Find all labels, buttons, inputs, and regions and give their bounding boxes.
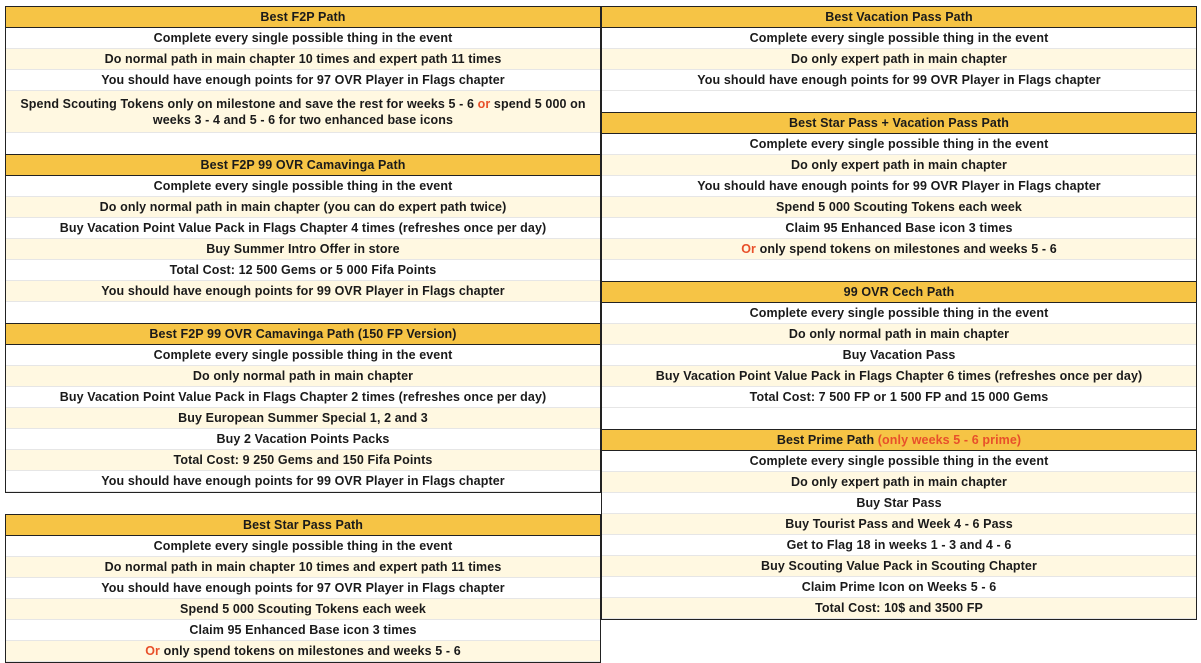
camavinga-150fp-path-title: Best F2P 99 OVR Camavinga Path (150 FP Version) (6, 324, 600, 345)
list-item: Complete every single possible thing in the event (602, 303, 1196, 324)
list-item: Buy European Summer Special 1, 2 and 3 (6, 408, 600, 429)
list-item: Complete every single possible thing in the event (602, 451, 1196, 472)
list-item: You should have enough points for 99 OVR Player in Flags chapter (602, 70, 1196, 91)
list-item: Get to Flag 18 in weeks 1 - 3 and 4 - 6 (602, 535, 1196, 556)
list-item-or: Or only spend tokens on milestones and weeks 5 - 6 (6, 641, 600, 662)
prime-weeks-note: (only weeks 5 - 6 prime) (877, 433, 1022, 447)
list-item: Claim 95 Enhanced Base icon 3 times (602, 218, 1196, 239)
list-item: You should have enough points for 99 OVR Player in Flags chapter (6, 471, 600, 492)
list-item: Claim 95 Enhanced Base icon 3 times (6, 620, 600, 641)
camavinga-path-title: Best F2P 99 OVR Camavinga Path (6, 155, 600, 176)
list-item: Total Cost: 7 500 FP or 1 500 FP and 15 000 Gems (602, 387, 1196, 408)
list-item: You should have enough points for 99 OVR Player in Flags chapter (602, 176, 1196, 197)
list-item: Buy Summer Intro Offer in store (6, 239, 600, 260)
list-item: Do only normal path in main chapter (6, 366, 600, 387)
spacer (601, 91, 1197, 112)
list-item: Complete every single possible thing in the event (6, 28, 600, 49)
list-item: Do only expert path in main chapter (602, 472, 1196, 493)
or-highlight: Or (741, 242, 757, 256)
star-vacation-pass-path-title: Best Star Pass + Vacation Pass Path (602, 113, 1196, 134)
list-item: Total Cost: 10$ and 3500 FP (602, 598, 1196, 619)
spacer (601, 408, 1197, 429)
f2p-path-title: Best F2P Path (6, 7, 600, 28)
list-item: Buy Tourist Pass and Week 4 - 6 Pass (602, 514, 1196, 535)
list-item: Total Cost: 9 250 Gems and 150 Fifa Points (6, 450, 600, 471)
spacer (601, 260, 1197, 281)
cech-path-table (601, 281, 1197, 408)
list-item: Do only normal path in main chapter (you can do expert path twice) (6, 197, 600, 218)
list-item: You should have enough points for 99 OVR Player in Flags chapter (6, 281, 600, 302)
star-pass-path-title: Best Star Pass Path (6, 515, 600, 536)
list-item: Do normal path in main chapter 10 times and expert path 11 times (6, 49, 600, 70)
list-item: You should have enough points for 97 OVR Player in Flags chapter (6, 70, 600, 91)
list-item-scouting: Spend Scouting Tokens only on milestone and save the rest for weeks 5 - 6 or spend 5 000 on weeks 3 - 4 and 5 - 6 for two enhanced base icons (6, 91, 600, 133)
list-item: Complete every single possible thing in the event (6, 536, 600, 557)
list-item: Total Cost: 12 500 Gems or 5 000 Fifa Points (6, 260, 600, 281)
list-item: Buy Vacation Point Value Pack in Flags Chapter 6 times (refreshes once per day) (602, 366, 1196, 387)
list-item-or: Or only spend tokens on milestones and weeks 5 - 6 (602, 239, 1196, 260)
list-item: Do only normal path in main chapter (602, 324, 1196, 345)
spacer (5, 133, 601, 154)
or-highlight: Or (145, 644, 161, 658)
list-item: Buy Star Pass (602, 493, 1196, 514)
left-column (5, 6, 601, 663)
list-item: Claim Prime Icon on Weeks 5 - 6 (602, 577, 1196, 598)
list-item: Buy Scouting Value Pack in Scouting Chapter (602, 556, 1196, 577)
list-item: Do only expert path in main chapter (602, 155, 1196, 176)
spacer (5, 302, 601, 323)
list-item: Spend 5 000 Scouting Tokens each week (602, 197, 1196, 218)
right-column (601, 6, 1197, 620)
vacation-pass-path-table (601, 6, 1197, 91)
or-highlight: or (477, 97, 491, 111)
camavinga-150fp-path-table (5, 323, 601, 493)
list-item: You should have enough points for 97 OVR Player in Flags chapter (6, 578, 600, 599)
list-item: Do normal path in main chapter 10 times and expert path 11 times (6, 557, 600, 578)
vacation-pass-path-title: Best Vacation Pass Path (602, 7, 1196, 28)
list-item: Complete every single possible thing in the event (602, 134, 1196, 155)
list-item: Buy Vacation Point Value Pack in Flags Chapter 2 times (refreshes once per day) (6, 387, 600, 408)
cech-path-title: 99 OVR Cech Path (602, 282, 1196, 303)
spacer (5, 493, 601, 514)
list-item: Buy Vacation Pass (602, 345, 1196, 366)
list-item: Complete every single possible thing in the event (6, 345, 600, 366)
prime-path-title: Best Prime Path (only weeks 5 - 6 prime) (602, 430, 1196, 451)
star-vacation-pass-path-table (601, 112, 1197, 260)
f2p-path-table (5, 6, 601, 133)
list-item: Complete every single possible thing in the event (6, 176, 600, 197)
list-item: Do only expert path in main chapter (602, 49, 1196, 70)
list-item: Spend 5 000 Scouting Tokens each week (6, 599, 600, 620)
camavinga-path-table (5, 154, 601, 302)
star-pass-path-table (5, 514, 601, 663)
list-item: Buy 2 Vacation Points Packs (6, 429, 600, 450)
list-item: Complete every single possible thing in the event (602, 28, 1196, 49)
list-item: Buy Vacation Point Value Pack in Flags Chapter 4 times (refreshes once per day) (6, 218, 600, 239)
prime-path-table (601, 429, 1197, 620)
